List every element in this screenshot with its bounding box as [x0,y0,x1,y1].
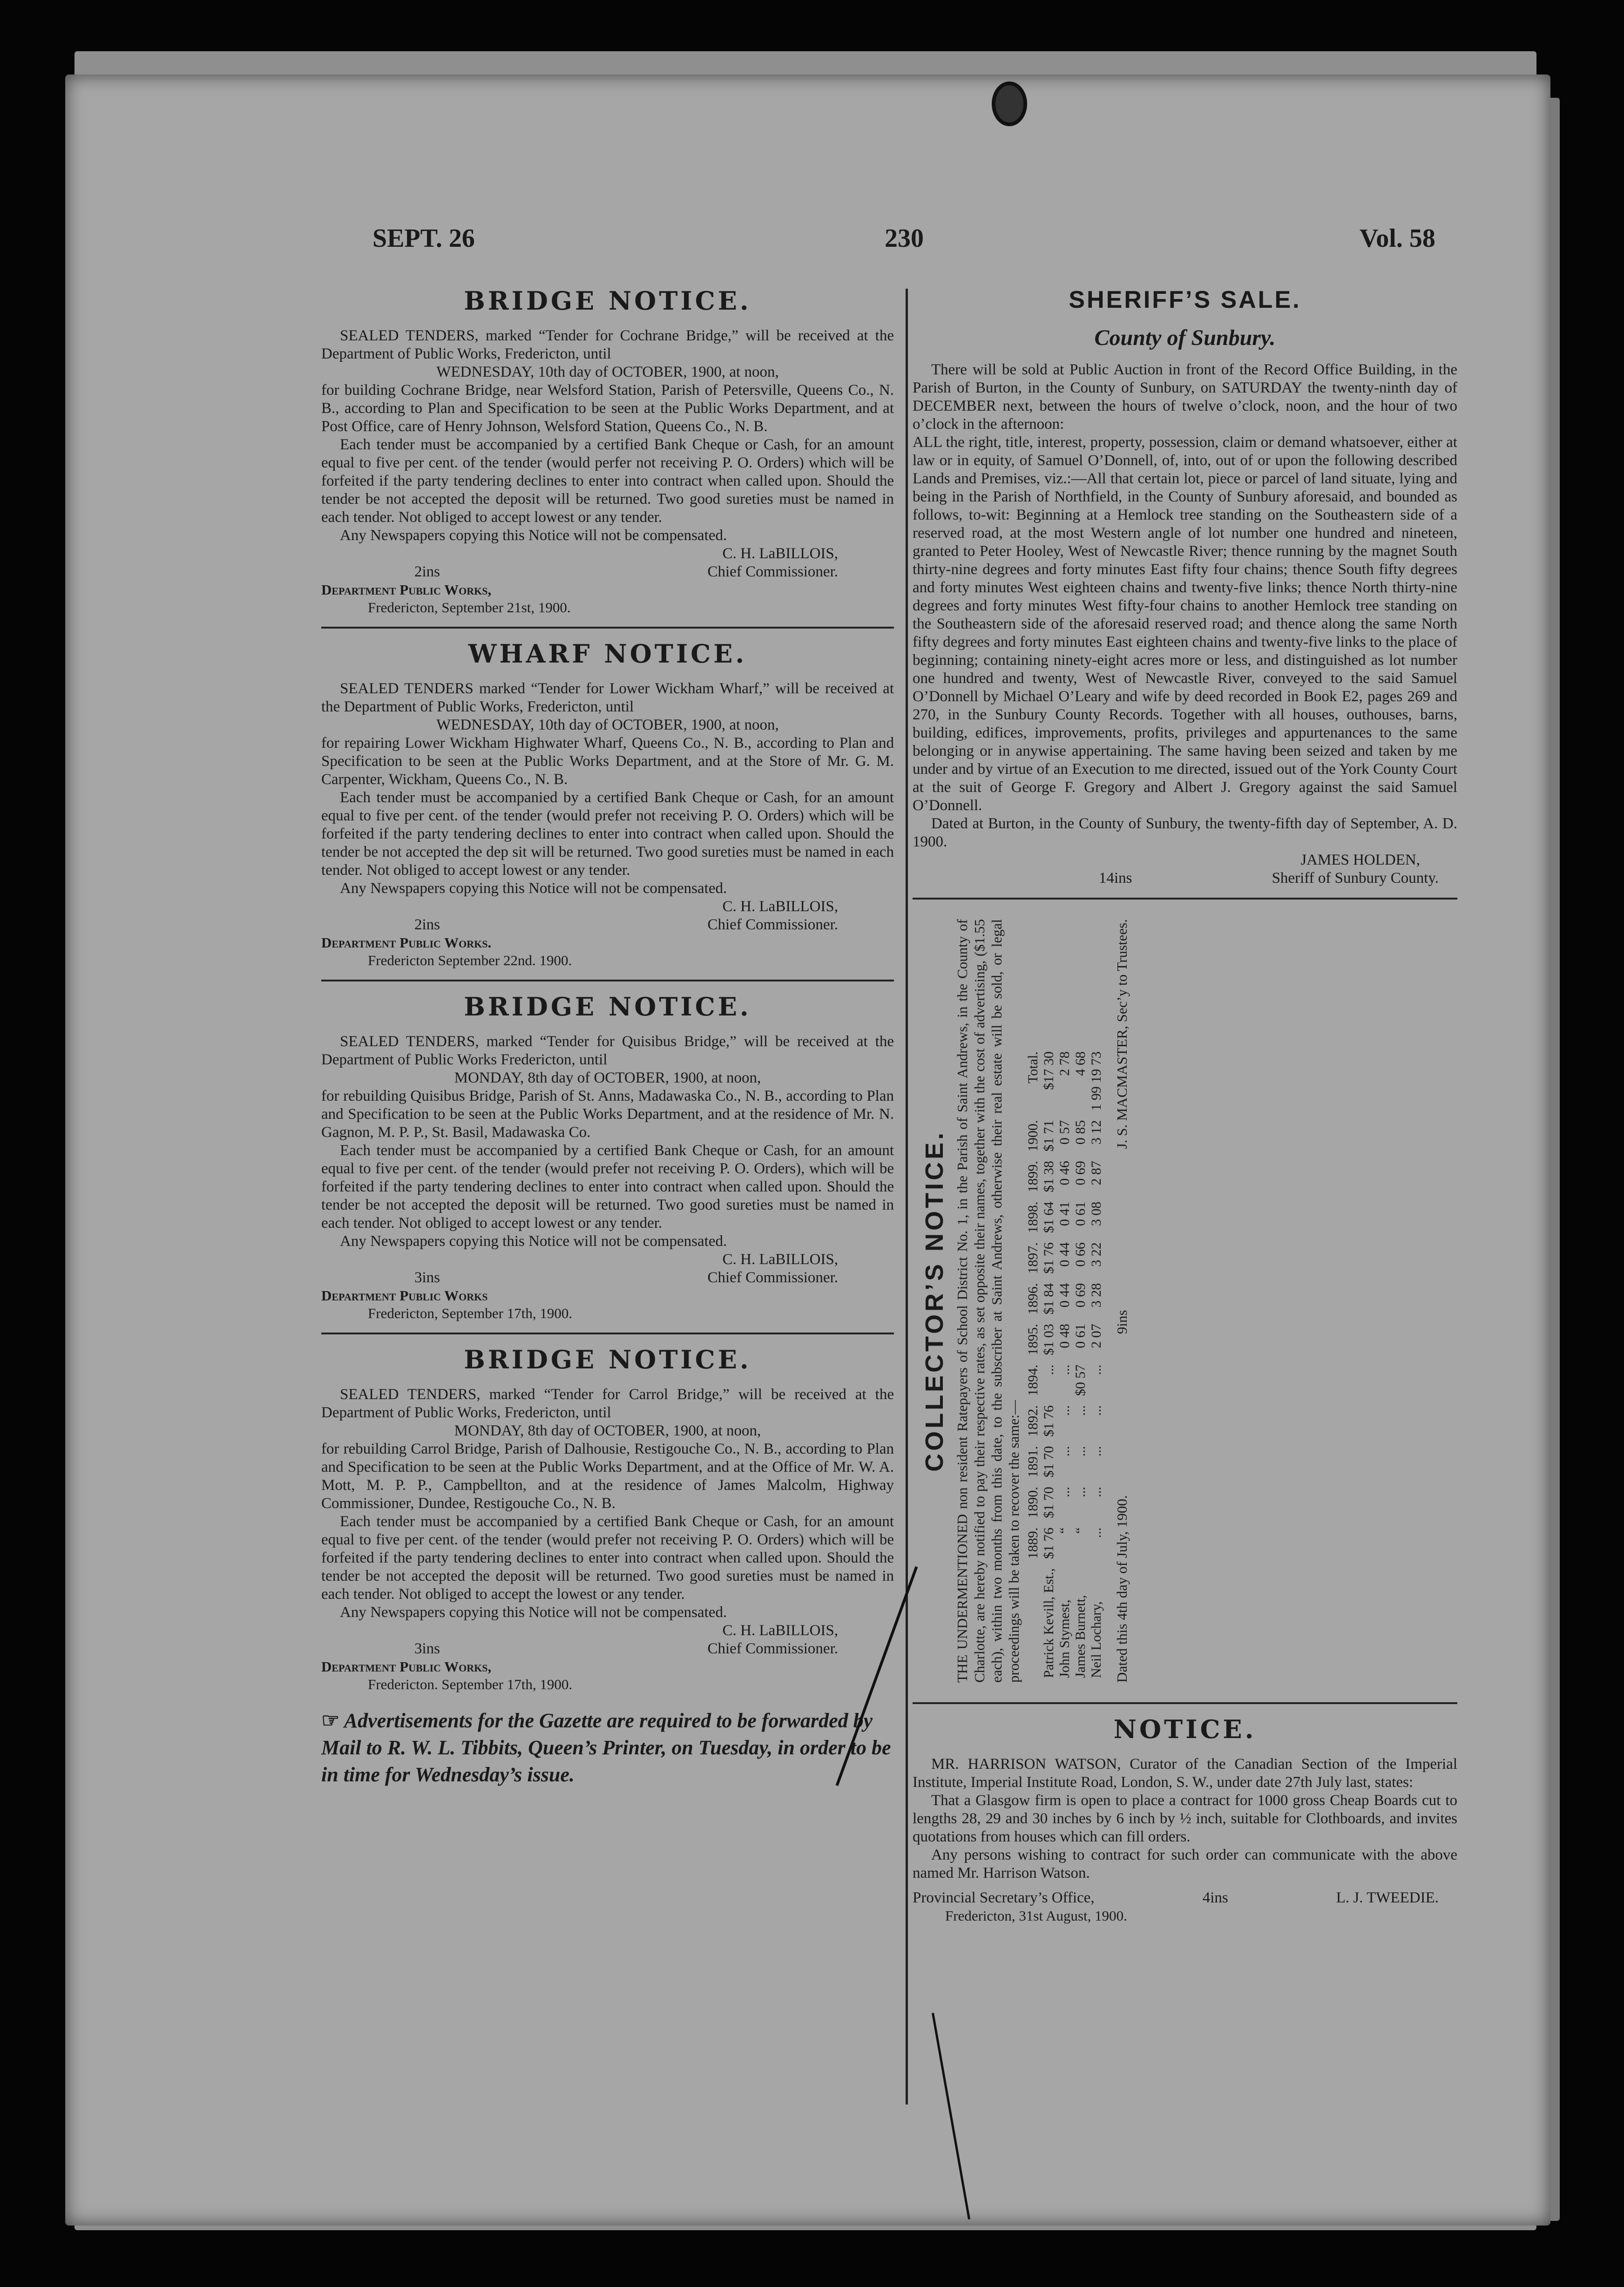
signer-name: C. H. LaBILLOIS, [722,898,838,915]
signer-title: Chief Commissioner. [707,1269,838,1286]
notice-intro: MR. HARRISON WATSON, Curator of the Canadian Section of the Imperial Institute, Imperial Institute Road, London, S. W., under date 27th July last, states: [913,1756,1457,1791]
table-cell: $1 84 [1041,1283,1056,1315]
table-cell: 2 87 [1089,1161,1104,1185]
column-header: 1890. [1025,1487,1041,1518]
table-cell: $1 64 [1041,1201,1056,1233]
table-cell: John Stymest, [1057,1599,1072,1678]
table-cell: $1 38 [1041,1161,1056,1192]
table-cell: $17 30 [1041,1051,1056,1090]
notice-title: BRIDGE NOTICE. [464,992,751,1022]
table-cell: 0 46 [1057,1161,1072,1185]
collector-signer: J. S. MACMASTER, Sec’y to Trustees. [1114,919,1130,1149]
table-cell: 1 99 19 73 [1089,1051,1104,1111]
table-cell: $1 76 [1041,1242,1056,1274]
notice-date: MONDAY, 8th day of OCTOBER, 1900, at noon, [454,1422,761,1439]
table-cell: $1 70 [1041,1487,1056,1518]
table-cell: 0 44 [1057,1242,1072,1267]
table-row [1089,1047,1104,1683]
table-header-row [1025,1047,1041,1683]
table-cell: 0 69 [1073,1161,1088,1185]
sheriff-dated: Dated at Burton, in the County of Sunbury, the twenty-fifth day of September, A. D. 1900. [913,815,1457,850]
table-cell: $1 71 [1041,1120,1056,1152]
signer-title: Sheriff of Sunbury County. [1272,870,1439,886]
sheriffs-sale [913,286,1457,900]
sheriff-signer-row [913,869,1457,887]
notice-contact: Any persons wishing to contract for such order can communicate with the above named Mr. Harrison Watson. [913,1847,1457,1881]
table-cell: ... [1089,1527,1104,1538]
divider [321,627,894,629]
table-cell: 3 22 [1089,1242,1104,1267]
department: Department Public Works, [321,582,492,598]
divider [321,980,894,981]
punch-hole [992,81,1027,126]
table-cell: ... [1089,1487,1104,1497]
signer-name: C. H. LaBILLOIS, [722,1251,838,1268]
table-cell: ... [1089,1405,1104,1416]
table-cell: $0 57 [1073,1364,1088,1396]
table-cell: 0 44 [1057,1283,1072,1308]
table-cell: 3 12 [1089,1120,1104,1145]
insertion-count: 2ins [414,563,440,580]
table-cell: 3 28 [1089,1283,1104,1308]
county-heading: County of Sunbury. [1094,325,1276,350]
signer-row [321,1269,894,1287]
notice-terms: Each tender must be accompanied by a certified Bank Cheque or Cash, for an amount equal to five per cent. of the tender (would prefer not receiving P. O. Orders), which will be forfeited if the party tendering declines to enter into contract when called upon. Should the tender be not accepted the deposit will be returned. Two good sureties must be named in each tender. Not obliged to accept lowest or any tender. [321,1142,894,1231]
notice-quote: That a Glasgow firm is open to place a contract for 1000 gross Cheap Boards cut to lengths 28, 29 and 30 inches by 6 inch by ½ inch, suitable for Clothboards, and invites quotations from houses which can fill orders. [913,1792,1457,1845]
table-cell: ... [1089,1364,1104,1375]
notice-title: NOTICE. [1113,1714,1257,1744]
signer-row [321,563,894,581]
signer-name: L. J. TWEEDIE. [1336,1889,1439,1906]
table-cell: 0 69 [1073,1283,1088,1308]
column-header: 1894. [1025,1364,1041,1396]
notice-papers: Any Newspapers copying this Notice will not be compensated. [340,880,727,897]
table-cell: ... [1057,1446,1072,1457]
column-header: 1896. [1025,1283,1041,1315]
header-page-number: 230 [885,224,924,253]
column-header: 1899. [1025,1161,1041,1192]
column-header: 1891. [1025,1446,1041,1478]
notice-intro: SEALED TENDERS, marked “Tender for Quisibus Bridge,” will be received at the Department of Public Works Fredericton, until [321,1033,894,1068]
signer-row [321,1640,894,1658]
sheriff-signer: JAMES HOLDEN, [1300,852,1420,868]
notice-terms: Each tender must be accompanied by a certified Bank Cheque or Cash, for an amount equal to five per cent. of the tender (would prefer not receiving P. O. Orders) which will be forfeited if the party tendering declines to enter into contract when called upon. Should the tender be not accepted the dep sit will be returned. Two good sureties must be named in each tender. Not obliged to accept lowest or any tender. [321,789,894,879]
department: Department Public Works [321,1287,488,1304]
column-header: Total. [1025,1051,1041,1083]
notice-body: for rebuilding Quisibus Bridge, Parish of St. Anns, Madawaska Co., N. B., according to Plan and Specification to be seen at the Public Works Department, and at the residence of Mr. N. Gagnon, M. P. P., St. Basil, Madawaska Co. [321,1088,894,1141]
signer-title: Chief Commissioner. [707,916,838,933]
insertion-count: 3ins [414,1640,440,1657]
ratepayer-table [1025,1047,1104,1683]
department: Department Public Works, [321,1658,492,1675]
notice-intro: SEALED TENDERS marked “Tender for Lower Wickham Wharf,” will be received at the Department of Public Works, Fredericton, until [321,680,894,715]
column-header: 1898. [1025,1201,1041,1233]
notice-date: WEDNESDAY, 10th day of OCTOBER, 1900, at noon, [436,717,779,733]
notice-terms: Each tender must be accompanied by a certified Bank Cheque or Cash, for an amount equal to five per cent. of the tender (would perfer not receiving P. O. Orders) which will be forfeited if the party tendering declines to enter into contract when called upon. Should the tender be not accepted the deposit will be returned. Two good sureties must be named in each tender. Not obliged to accept lowest or any tender. [321,436,894,526]
insertion-count: 3ins [414,1269,440,1286]
left-column [321,279,894,1788]
dated-line: Fredericton, 31st August, 1900. [945,1908,1127,1924]
advertising-note-text: Advertisements for the Gazette are required to be forwarded by Mail to R. W. L. Tibbits, Queen’s Printer, on Tuesday, in order to be in time for Wednesday’s issue. [321,1709,891,1786]
table-cell: “ [1057,1527,1072,1534]
column-header: 1895. [1025,1324,1041,1355]
divider [913,898,1457,900]
notice-cochrane-bridge [321,286,894,629]
right-column [913,279,1457,1925]
sheriff-body: ALL the right, title, interest, property, possession, claim or demand whatsoever, either at law or in equity, of Samuel O’Donnell, of, into, out of or upon the following described Lands and Premises, viz.:—All that certain lot, piece or parcel of land situate, lying and being in the Parish of Northfield, in the County of Sunbury aforesaid, and bounded as follows, to-wit: Beginning at a Hemlock tree standing on the Southeastern side of a reserved road, at the most Western angle of lot number one hundred and nineteen, granted to Peter Hooley, West of Newcastle River; thence running by the magnet South thirty-nine degrees and forty minutes East fifty four chains; thence South fifty degrees and forty minutes West eighteen chains and twenty-five links; thence North thirty-nine degrees and forty minutes West fifty-four chains to another Hemlock tree standing on the Southeastern side of the aforesaid reserved road; and thence along the same North fifty degrees and forty minutes East eighteen chains and twenty-five links to the place of beginning; containing ninety-eight acres more or less, and distinguished as lot number one hundred and twenty, West of Newcastle River, conveyed to the said Samuel O’Donnell by Michael O’Leary and wife by deed recorded in Book E2, pages 269 and 270, in the Sunbury County Records. Together with all houses, outhouses, barns, building, edifices, improvements, profits, privileges and appurtenances to the same belonging or in anywise appertaining. The same having been seized and taken by me under and by virtue of an Execution to me directed, issued out of the York County Court at the suit of George F. Gregory and Albert J. Gregory against the said Samuel O’Donnell. [913,434,1457,814]
table-cell: $1 70 [1041,1446,1056,1478]
table-cell: ... [1057,1487,1072,1497]
notice-date: MONDAY, 8th day of OCTOBER, 1900, at noon, [454,1069,761,1086]
notice-papers: Any Newspapers copying this Notice will not be compensated. [340,1233,727,1250]
signer-row [321,916,894,934]
signer-name: C. H. LaBILLOIS, [722,1622,838,1639]
table-cell: 0 85 [1073,1120,1088,1145]
notice-title: BRIDGE NOTICE. [464,1345,751,1374]
header-volume: Vol. 58 [1360,224,1435,253]
notice-papers: Any Newspapers copying this Notice will not be compensated. [340,1604,727,1621]
insertion-count: 2ins [414,916,440,933]
notice-title: BRIDGE NOTICE. [464,286,751,316]
notice-intro: SEALED TENDERS, marked “Tender for Cochrane Bridge,” will be received at the Department of Public Works, Fredericton, until [321,327,894,362]
table-cell: 0 41 [1057,1201,1072,1226]
table-cell: James Burnett, [1073,1595,1088,1678]
signer-title: Chief Commissioner. [707,563,838,580]
collectors-notice-rotated [913,910,1457,1692]
notice-carrol-bridge [321,1345,894,1693]
table-cell: 2 78 [1057,1051,1072,1076]
table-row [1073,1047,1089,1683]
sheriff-intro: There will be sold at Public Auction in front of the Record Office Building, in the Parish of Burton, in the County of Sunbury, on SATURDAY the twenty-ninth day of DECEMBER next, between the hours of twelve o’clock, noon, and the hour of two o’clock in the afternoon: [913,361,1457,433]
divider [321,1333,894,1334]
table-cell: ... [1057,1405,1072,1416]
collector-title: COLLECTOR’S NOTICE. [920,1130,948,1472]
notice-intro: SEALED TENDERS, marked “Tender for Carrol Bridge,” will be received at the Department of Public Works, Fredericton, until [321,1386,894,1421]
column-header: 1897. [1025,1242,1041,1274]
signer-title: Chief Commissioner. [707,1640,838,1657]
insertion-count: 14ins [1099,870,1132,886]
table-cell: Neil Lochary, [1089,1601,1104,1678]
table-cell: 0 61 [1073,1201,1088,1226]
notice-body: for rebuilding Carrol Bridge, Parish of Dalhousie, Restigouche Co., N. B., according to Plan and Specification to be seen at the Public Works Department, and at the Office of Mr. W. A. Mott, M. P. P., Campbellton, and at the residence of James Malcolm, Highway Commissioner, Dundee, Restigouche Co., N. B. [321,1441,894,1512]
dated-line: Fredericton, September 21st, 1900. [368,599,571,616]
table-cell: 4 68 [1073,1051,1088,1076]
table-row [1041,1047,1057,1683]
notice-quisibus-bridge [321,992,894,1334]
notice-wickham-wharf [321,639,894,981]
table-cell: $1 03 [1041,1324,1056,1355]
table-cell: “ [1073,1527,1088,1534]
dated-line: Fredericton, September 17th, 1900. [368,1305,573,1321]
dated-line: Fredericton. September 17th, 1900. [368,1676,573,1692]
table-cell: $1 76 [1041,1405,1056,1437]
table-cell: 0 61 [1073,1324,1088,1348]
table-cell: ... [1073,1405,1088,1416]
collector-body: THE UNDERMENTIONED non resident Ratepayers of School District No. 1, in the Parish of Saint Andrews, in the County of Charlotte, are hereby notified to pay their respective rates, as set opposite their names, together with the cost of advertising, ($1.55 each), within two months from this date, to the subscriber at Saint Andrews, otherwise their real estate will be sold, or legal proceedings will be taken to recover the same:— [954,919,1022,1683]
collector-dated: Dated this 4th day of July, 1900. [1114,1495,1130,1683]
pointing-hand-icon: ☞ [321,1709,340,1732]
table-cell: ... [1057,1364,1072,1375]
dated-line: Fredericton September 22nd. 1900. [368,952,572,968]
notice-signer-row [913,1889,1457,1907]
advertising-note [321,1707,894,1788]
notice-body: for building Cochrane Bridge, near Welsford Station, Parish of Petersville, Queens Co., N. B., according to Plan and Specification to be seen at the Public Works Department, and at Post Office, care of Henry Johnson, Welsford Station, Queens Co., N. B. [321,382,894,435]
sheriff-title: SHERIFF’S SALE. [1069,286,1301,313]
table-cell: 0 57 [1057,1120,1072,1145]
divider [913,1702,1457,1704]
header-date: SEPT. 26 [372,224,475,253]
collector-footer [1114,919,1130,1683]
notice-body: for repairing Lower Wickham Highwater Wharf, Queens Co., N. B., according to Plan and Specification to be seen at the Public Works Department, and at the Store of Mr. G. M. Carpenter, Wickham, Queens Co., N. B. [321,735,894,788]
notice-terms: Each tender must be accompanied by a certified Bank Cheque or Cash, for an amount equal to five per cent. of the tender (would prefer not receiving P. O. Orders) which will be forfeited if the party tendering declines to enter into contract when called upon. Should the tender be not accepted the deposit will be returned. Two good sureties must be named in each tender. Not obliged to accept the lowest or any tender. [321,1513,894,1603]
insertion-count: 9ins [1114,1310,1130,1334]
column-header: 1900. [1025,1120,1041,1152]
table-cell: $1 76 [1041,1527,1056,1559]
insertion-count: 4ins [1202,1889,1228,1906]
collectors-notice [913,910,1457,1692]
imperial-institute-notice [913,1714,1457,1925]
signer-name: C. H. LaBILLOIS, [722,545,838,562]
column-header: 1892. [1025,1405,1041,1437]
column-divider [906,289,908,2104]
table-cell: ... [1073,1487,1088,1497]
column-header: 1889. [1025,1527,1041,1559]
table-cell: ... [1089,1446,1104,1457]
table-cell: 0 48 [1057,1324,1072,1348]
table-cell: 0 66 [1073,1242,1088,1267]
office-name: Provincial Secretary’s Office, [913,1889,1095,1906]
table-cell: Patrick Kevill, Est., [1041,1568,1056,1678]
notice-title: WHARF NOTICE. [468,639,747,669]
table-cell: ... [1041,1364,1056,1375]
notice-papers: Any Newspapers copying this Notice will not be compensated. [340,527,727,544]
table-cell: 2 07 [1089,1324,1104,1348]
table-cell: 3 08 [1089,1201,1104,1226]
column-header [1025,1563,1041,1683]
table-row [1057,1047,1073,1683]
department: Department Public Works. [321,934,492,951]
table-cell: ... [1073,1446,1088,1457]
notice-date: WEDNESDAY, 10th day of OCTOBER, 1900, at noon, [436,364,779,380]
